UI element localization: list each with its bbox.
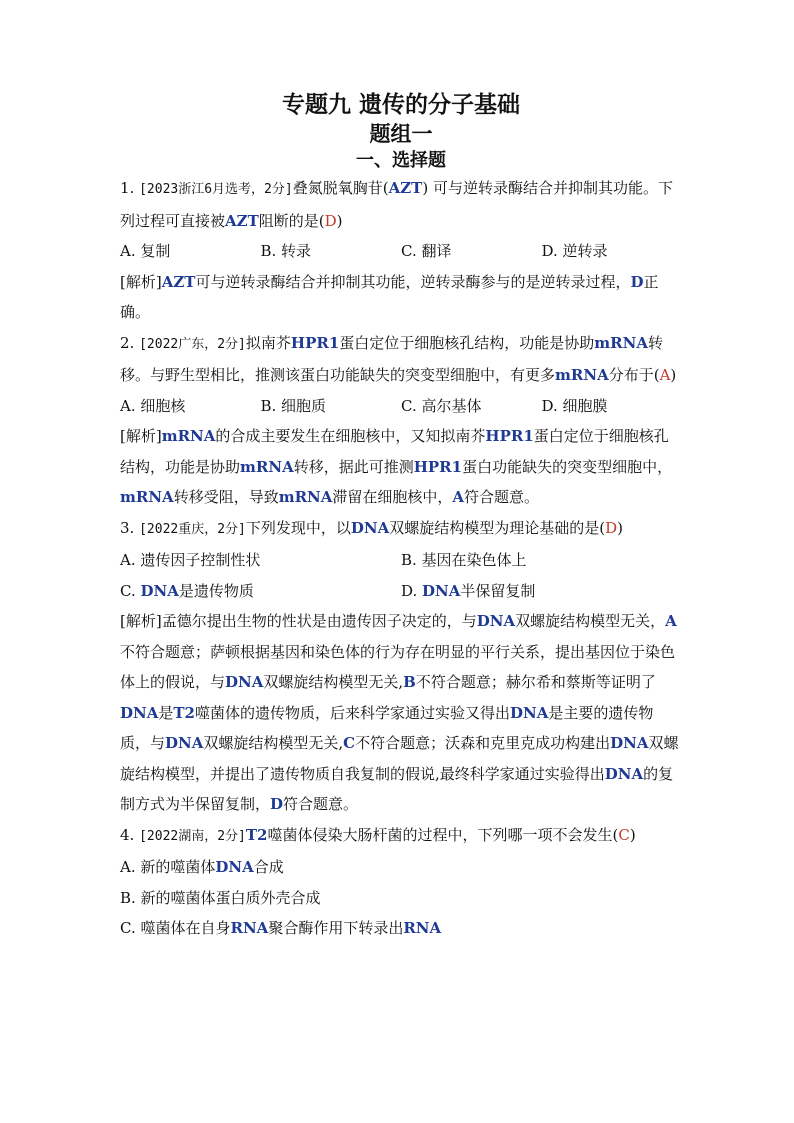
option-d: D. DNA半保留复制 [401,581,536,600]
question-4-stem: 4. [2022湖南，2分]T2噬菌体侵染大肠杆菌的过程中，下列哪一项不会发生(C) [120,825,636,844]
question-3-explanation: [解析]孟德尔提出生物的性状是由遗传因子决定的，与DNA双螺旋结构模型无关，A不符合题意；萨顿根据基因和染色体的行为存在明显的平行关系，提出基因位于染色体上的假说，与DNA双螺旋结构模型无关,B不符合题意；赫尔希和蔡斯等证明了DNA是T2噬菌体的遗传物质，后来科学家通过实验又得出DNA是主要的遗传物质，与DNA双螺旋结构模型无关,C不符合题意；沃森和克里克成功构建出DNA双螺旋结构模型，并提出了遗传物质自我复制的假说,最终科学家通过实验得出DNA的复制方式为半保留复制，D符合题意。 [120,612,679,813]
option-a: A. 遗传因子控制性状 [120,551,261,569]
option-c: C. 高尔基体 [401,396,482,415]
question-3-options-row-2 [120,576,682,607]
question-3-options-row-1 [120,545,682,576]
question-2-stem: 2. [2022广东，2分]拟南芥HPR1蛋白定位于细胞核孔结构，功能是协助mRNA转移。与野生型相比，推测该蛋白功能缺失的突变型细胞中，有更多mRNA分布于(A) [120,333,677,384]
option-b: B. 基因在染色体上 [401,551,527,569]
section-heading: 一、选择题 [356,150,446,171]
option-b: B. 转录 [260,242,312,260]
option-a: A. 细胞核 [120,396,186,415]
question-source: [2023浙江6月选考，2分] [139,182,293,197]
group-subtitle: 题组一 [369,121,433,146]
question-1-explanation: [解析]AZT可与逆转录酶结合并抑制其功能，逆转录酶参与的是逆转录过程，D正确。 [120,272,659,321]
option-b: B. 新的噬菌体蛋白质外壳合成 [120,888,321,907]
question-1-stem: 1. [2023浙江6月选考，2分]叠氮脱氧胸苷(AZT) 可与逆转录酶结合并抑制其功能。下列过程可直接被AZT阻断的是(D) [120,179,673,230]
question-3-stem: 3. [2022重庆，2分]下列发现中，以DNA双螺旋结构模型为理论基础的是(D) [120,518,624,537]
option-d: D. 细胞膜 [541,396,608,415]
answer: A [659,366,671,384]
question-1-options [120,236,682,267]
question-2-options [120,391,682,422]
question-source: [2022广东，2分] [139,336,246,352]
option-d: D. 逆转录 [541,242,608,260]
option-c: C. DNA是遗传物质 [120,581,254,600]
option-a: A. 新的噬菌体DNA合成 [120,858,284,876]
answer: D [605,518,618,537]
answer: C [618,825,630,844]
question-source: [2022湖南，2分] [139,828,246,844]
answer: D [324,211,337,230]
page-title: 专题九 遗传的分子基础 [281,91,520,118]
option-a: A. 复制 [120,242,171,260]
option-c: C. 翻译 [401,242,452,260]
question-2-explanation: [解析]mRNA的合成主要发生在细胞核中，又知拟南芥HPR1蛋白定位于细胞核孔结构，功能是协助mRNA转移，据此可推测HPR1蛋白功能缺失的突变型细胞中，mRNA转移受阻，导致mRNA滞留在细胞核中，A符合题意。 [120,427,673,506]
option-c: C. 噬菌体在自身RNA聚合酶作用下转录出RNA [120,919,442,937]
option-b: B. 细胞质 [260,396,327,415]
question-source: [2022重庆，2分] [139,521,246,537]
